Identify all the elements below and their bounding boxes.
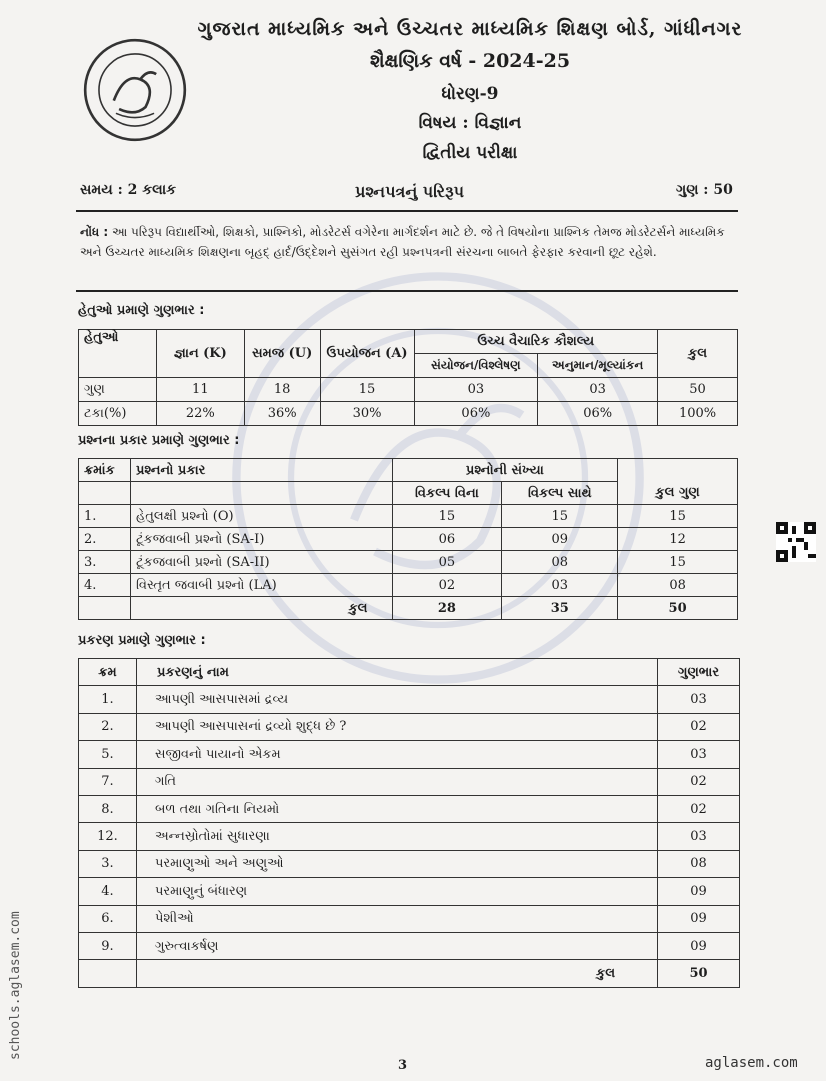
cell: 35 (502, 597, 618, 620)
header-without-option: વિકલ્પ વિના (392, 482, 502, 505)
cell: 05 (392, 551, 502, 574)
cell: 08 (658, 850, 740, 877)
header-objective: હેતુઓ (79, 330, 157, 378)
table-row (79, 905, 740, 932)
table-row (79, 768, 740, 795)
subject: વિષય : વિજ્ઞાન (418, 113, 522, 133)
cell: 06% (414, 402, 538, 426)
table-row (79, 713, 740, 740)
exam-name: દ્વિતીય પરીક્ષા (422, 143, 518, 163)
table-row (79, 850, 740, 877)
cell: 4. (79, 574, 131, 597)
header-knowledge: જ્ઞાન (K) (156, 330, 244, 378)
header-with-option: વિકલ્પ સાથે (502, 482, 618, 505)
table-row (79, 878, 740, 905)
cell: 2. (79, 713, 137, 740)
table-row (79, 402, 738, 426)
question-types-section-title: પ્રશ્નના પ્રકાર પ્રમાણે ગુણભાર : (78, 433, 240, 448)
page-number: 3 (398, 1058, 408, 1073)
cell: 12 (618, 528, 738, 551)
table-row (79, 741, 740, 768)
cell: 36% (244, 402, 320, 426)
cell: 4. (79, 878, 137, 905)
standard: ધોરણ-9 (441, 84, 499, 104)
table-row (79, 505, 738, 528)
cell: 2. (79, 528, 131, 551)
cell: પરમાણુનું બંધારણ (136, 878, 657, 905)
cell: ટૂંકજવાબી પ્રશ્નો (SA-I) (130, 528, 392, 551)
note (80, 222, 740, 262)
cell: 50 (618, 597, 738, 620)
board-name: ગુજરાત માધ્યમિક અને ઉચ્ચતર માધ્યમિક શિક્ષણ બોર્ડ, ગાંધીનગર (197, 18, 743, 40)
chapters-section-title: પ્રકરણ પ્રમાણે ગુણભાર : (78, 633, 206, 648)
table-row (79, 574, 738, 597)
side-watermark: schools.aglasem.com (8, 911, 23, 1060)
cell: 09 (658, 905, 740, 932)
board-seal-logo (82, 35, 188, 145)
cell: 09 (658, 932, 740, 959)
header-synthesis: સંયોજન/વિશ્લેષણ (414, 354, 538, 378)
divider (76, 210, 738, 212)
cell: 18 (244, 378, 320, 402)
academic-year: શૈક્ષણિક વર્ષ - 2024-25 (369, 50, 571, 72)
cell: 50 (658, 960, 740, 987)
cell: 06% (538, 402, 658, 426)
table-row (79, 378, 738, 402)
cell: 02 (658, 768, 740, 795)
cell: 100% (658, 402, 738, 426)
cell: ટૂંકજવાબી પ્રશ્નો (SA-II) (130, 551, 392, 574)
cell: 03 (538, 378, 658, 402)
cell: 6. (79, 905, 137, 932)
cell: 12. (79, 823, 137, 850)
header-application: ઉપયોજન (A) (320, 330, 414, 378)
cell: 08 (502, 551, 618, 574)
cell: 15 (618, 551, 738, 574)
exam-time: સમય : 2 કલાક (80, 182, 177, 198)
header-type: પ્રશ્નનો પ્રકાર (130, 459, 392, 482)
header-total-marks: કુલ ગુણ (618, 459, 738, 505)
cell: 3. (79, 850, 137, 877)
chapters-table (78, 658, 740, 988)
header-weight: ગુણભાર (658, 659, 740, 686)
objectives-section-title: હેતુઓ પ્રમાણે ગુણભાર : (78, 303, 205, 318)
cell: 15 (502, 505, 618, 528)
table-row (79, 528, 738, 551)
objectives-table (78, 329, 738, 426)
cell: આપણી આસપાસનાં દ્રવ્યો શુદ્ધ છે ? (136, 713, 657, 740)
site-watermark: aglasem.com (705, 1055, 798, 1071)
cell: 03 (658, 823, 740, 850)
paper-blueprint-title: પ્રશ્નપત્રનું પરિરૂપ (355, 182, 464, 201)
cell: 02 (392, 574, 502, 597)
cell: 9. (79, 932, 137, 959)
cell: બળ તથા ગતિના નિયમો (136, 795, 657, 822)
question-types-table (78, 458, 738, 620)
qr-code-icon[interactable] (776, 522, 816, 562)
cell: 02 (658, 713, 740, 740)
cell: ગુરુત્વાકર્ષણ (136, 932, 657, 959)
cell: 03 (658, 741, 740, 768)
cell: 11 (156, 378, 244, 402)
table-row (79, 823, 740, 850)
divider (76, 290, 738, 292)
cell: 02 (658, 795, 740, 822)
cell: પરમાણુઓ અને અણુઓ (136, 850, 657, 877)
cell: 1. (79, 505, 131, 528)
header-higher-order: ઉચ્ચ વૈચારિક કૌશલ્ય (414, 330, 658, 354)
cell: હેતુલક્ષી પ્રશ્નો (O) (130, 505, 392, 528)
header-chapter-name: પ્રકરણનું નામ (136, 659, 657, 686)
cell: 06 (392, 528, 502, 551)
note-label: નોંધ : (80, 225, 109, 239)
total-label: કુલ (136, 960, 657, 987)
header-understanding: સમજ (U) (244, 330, 320, 378)
cell: 28 (392, 597, 502, 620)
row-label: ગુણ (79, 378, 157, 402)
cell: 03 (658, 686, 740, 713)
cell: 5. (79, 741, 137, 768)
cell: 09 (502, 528, 618, 551)
table-row (79, 686, 740, 713)
cell: 03 (502, 574, 618, 597)
cell: 08 (618, 574, 738, 597)
cell: ગતિ (136, 768, 657, 795)
row-label: ટકા(%) (79, 402, 157, 426)
cell: આપણી આસપાસમાં દ્રવ્ય (136, 686, 657, 713)
cell: 15 (320, 378, 414, 402)
table-row (79, 932, 740, 959)
total-label: કુલ (130, 597, 392, 620)
cell: 15 (618, 505, 738, 528)
note-text: આ પરિરૂપ વિદ્યાર્થીઓ, શિક્ષકો, પ્રાશ્નિકો, મોડરેટર્સ વગેરેના માર્ગદર્શન માટે છે. જે તે વિષયોના પ્રાશ્નિક તેમજ મોડરેટર્સને માધ્યમિક અને ઉચ્ચતર માધ્યમિક શિક્ષણના બૃહદ્ હાર્દ/ઉદ્દેશને સુસંગત રહી પ્રશ્નપત્રની સંરચના બાબતે ફેરફાર કરવાની છૂટ રહેશે. (80, 225, 725, 259)
table-row (79, 551, 738, 574)
cell: 3. (79, 551, 131, 574)
total-marks: ગુણ : 50 (676, 182, 733, 198)
cell: 09 (658, 878, 740, 905)
cell: 7. (79, 768, 137, 795)
cell: પેશીઓ (136, 905, 657, 932)
header-serial: ક્રમાંક (79, 459, 131, 482)
total-row (79, 597, 738, 620)
table-row (79, 795, 740, 822)
header-count: પ્રશ્નોની સંખ્યા (392, 459, 618, 482)
header-serial: ક્રમ (79, 659, 137, 686)
header-total: કુલ (658, 330, 738, 378)
cell: સજીવનો પાયાનો એકમ (136, 741, 657, 768)
cell: 8. (79, 795, 137, 822)
cell: 30% (320, 402, 414, 426)
cell: વિસ્તૃત જવાબી પ્રશ્નો (LA) (130, 574, 392, 597)
total-row (79, 960, 740, 987)
cell: 03 (414, 378, 538, 402)
header-evaluation: અનુમાન/મૂલ્યાંકન (538, 354, 658, 378)
cell: 22% (156, 402, 244, 426)
cell: 50 (658, 378, 738, 402)
cell: અન્નસ્રોતોમાં સુધારણા (136, 823, 657, 850)
cell: 15 (392, 505, 502, 528)
cell: 1. (79, 686, 137, 713)
